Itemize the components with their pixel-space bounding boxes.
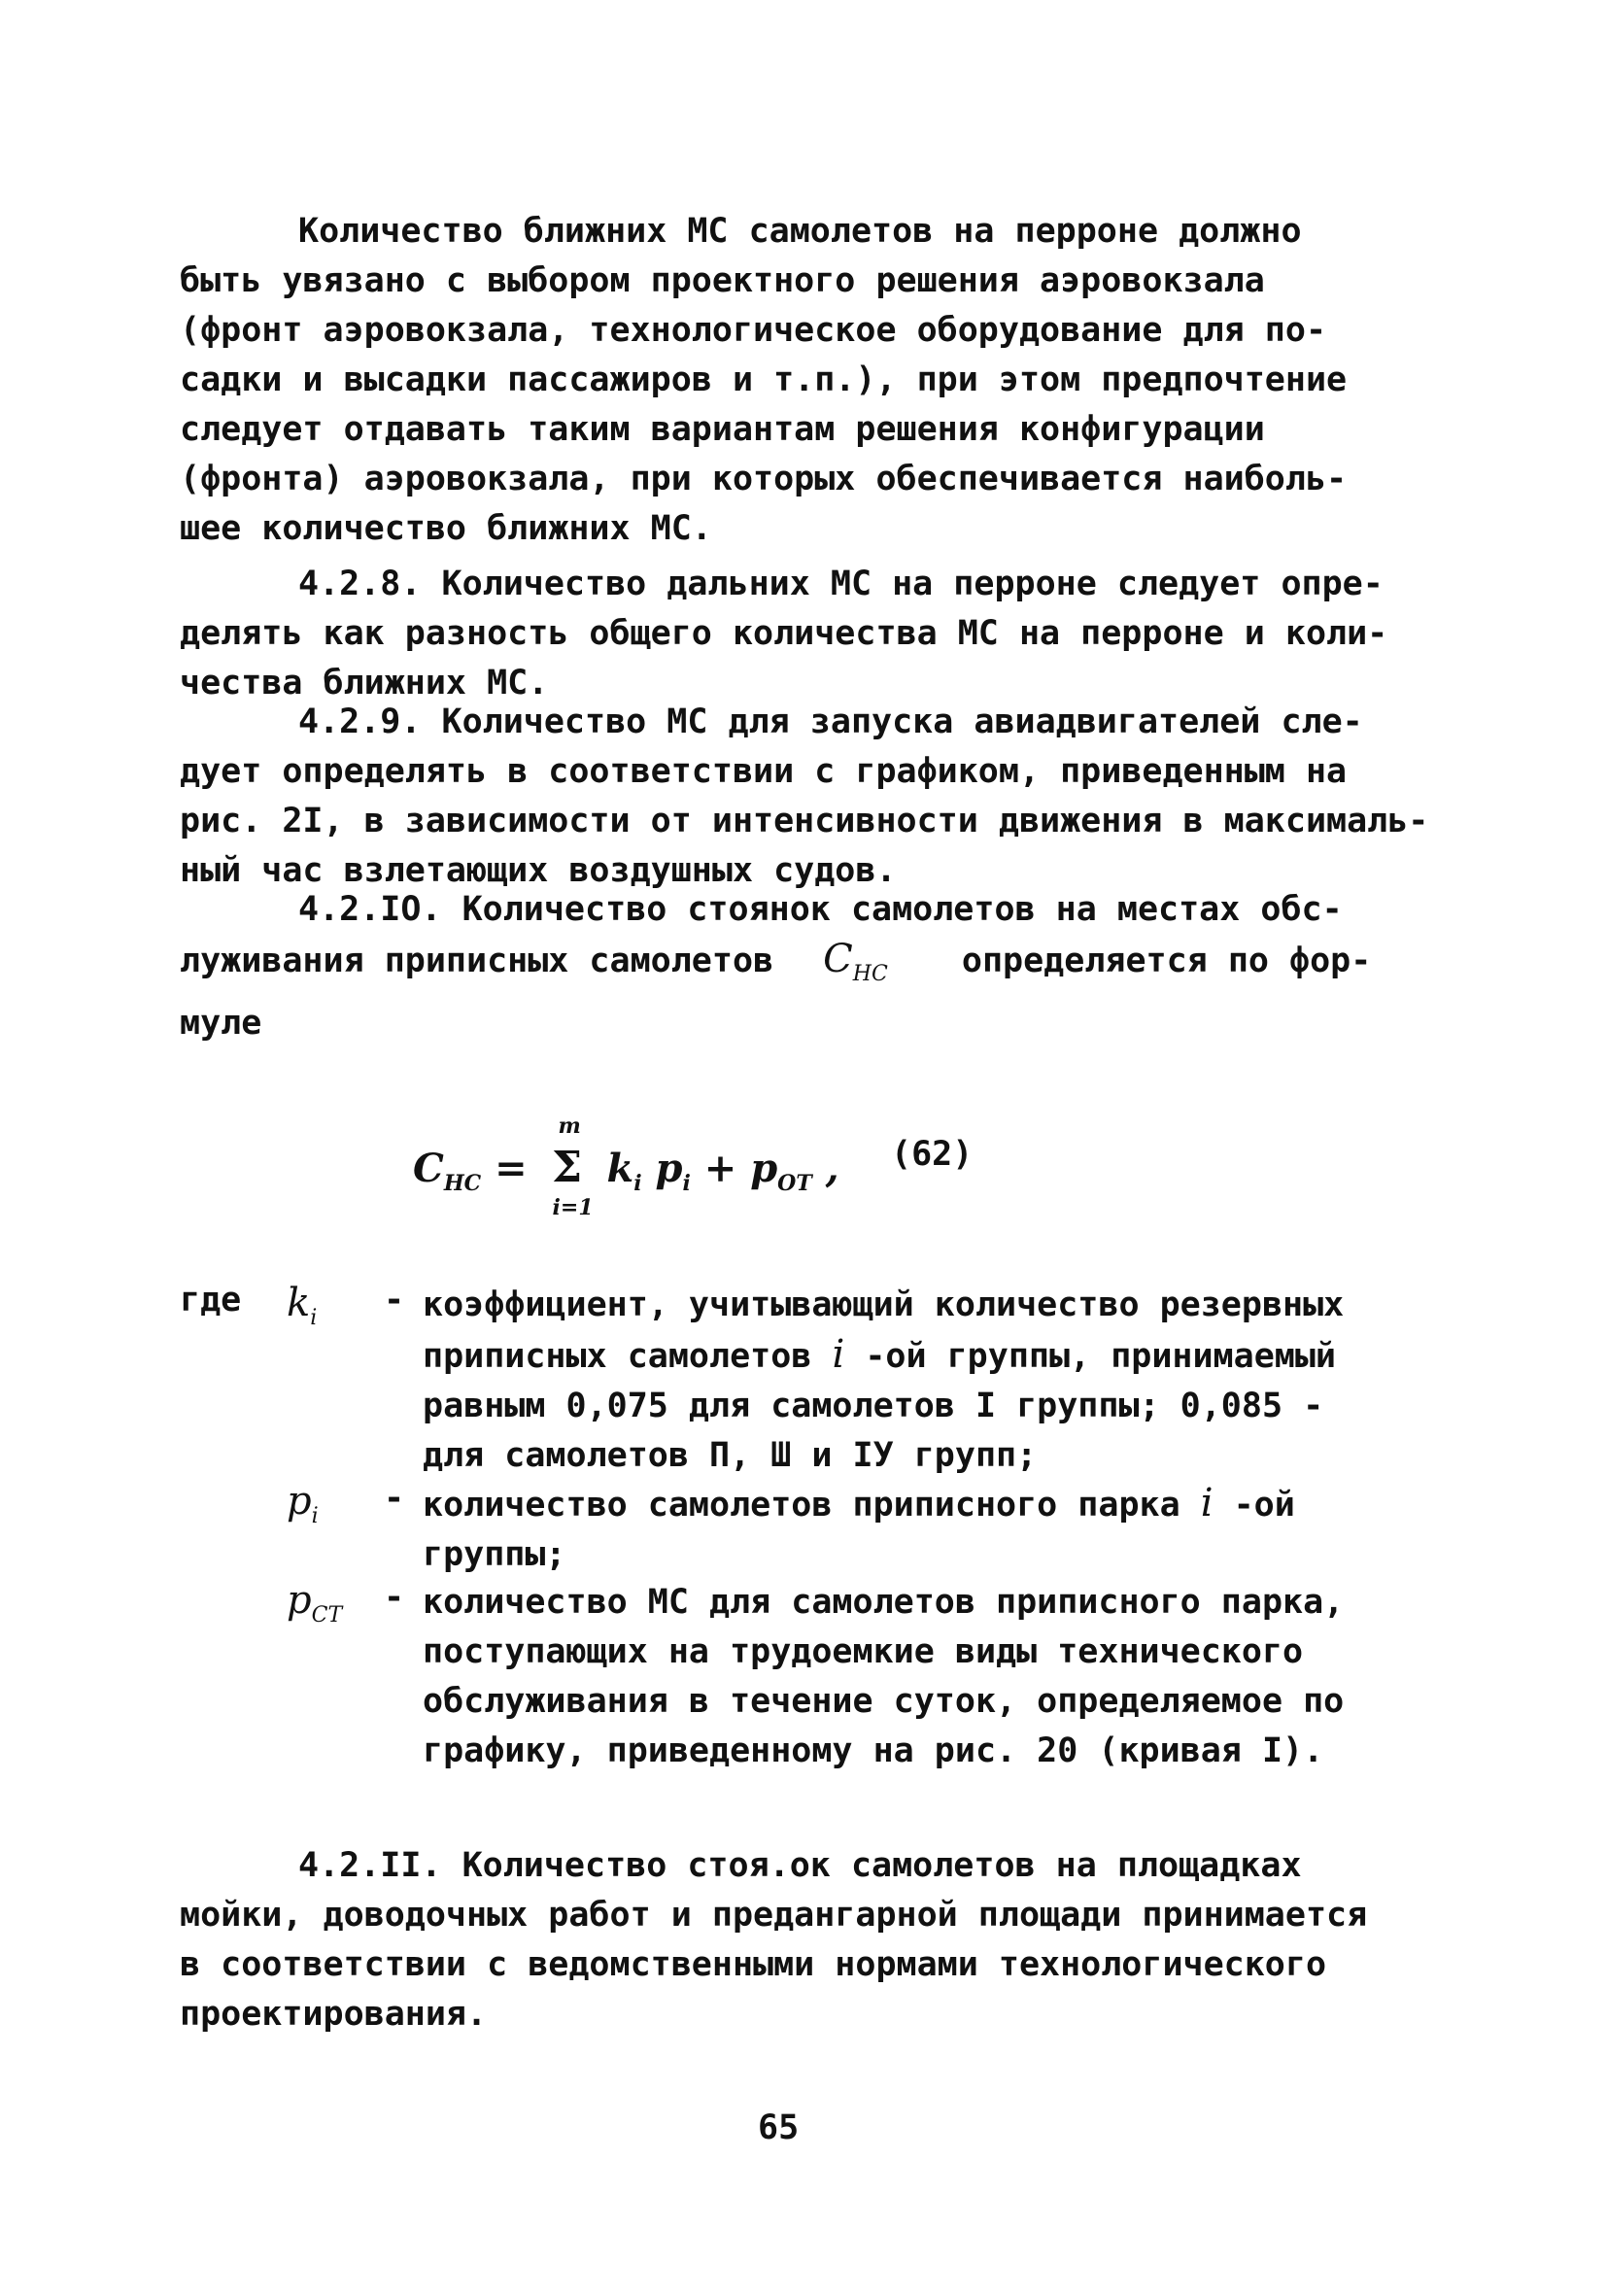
text-fragment: -ой группы, принимаемый [865,1337,1336,1376]
symbol-letter: p [655,1146,683,1191]
text-line: 4.2.9. Количество МС для запуска авиадвигателей сле- [298,703,1363,741]
sum-lower-limit: i=1 [552,1195,594,1220]
symbol-subscript: i [633,1171,642,1196]
text-line: для самолетов П, Ш и IУ групп; [423,1436,1038,1475]
symbol-letter: k [606,1146,634,1191]
text-line: дует определять в соответствии с графиком, приведенным на [180,752,1348,791]
where-label: где [180,1281,242,1319]
definition-text [423,1479,1394,1580]
text-line [180,935,1404,999]
text-line: чества ближних МС. [180,664,549,703]
formula-expression [413,1114,839,1220]
equation-number: (62) [891,1135,974,1174]
text-line: ный час взлетающих воздушных судов. [180,851,897,890]
symbol-subscript: СТ [311,1603,343,1628]
definition-dash: - [384,1578,405,1617]
paragraph-4-2-9 [180,698,1429,896]
text-line: (фронт аэровокзала, технологическое оборудование для по- [180,311,1327,350]
i-symbol: i [832,1332,845,1377]
text-line: следует отдавать таким вариантам решения конфигурации [180,410,1265,449]
text-line: графику, приведенному на рис. 20 (кривая I). [423,1731,1324,1770]
text-line: обслуживания в течение суток, определяемое по [423,1682,1345,1721]
equals-sign: = [495,1146,528,1191]
symbol-subscript: ОТ [777,1171,812,1196]
paragraph-near-stands [180,207,1404,554]
paragraph-4-2-10 [180,885,1404,1048]
text-fragment: -ой [1233,1486,1295,1525]
text-fragment: определяется по фор- [961,942,1372,980]
text-line: группы; [423,1535,566,1574]
text-line: рис. 2I, в зависимости от интенсивности движения в максималь- [180,802,1429,840]
c-nc-symbol [823,937,888,986]
symbol-subscript: i [311,1504,319,1528]
text-line: 4.2.II. Количество стоя.ок самолетов на площадках [298,1846,1302,1885]
text-line: быть увязано с выбором проектного решения аэровокзала [180,261,1265,300]
page-number: 65 [758,2108,800,2147]
symbol-letter: p [287,1578,312,1623]
text-line: шее количество ближних МС. [180,509,712,548]
sum-upper-limit: m [558,1114,581,1139]
text-line: делять как разность общего количества МС на перроне и коли- [180,614,1388,653]
text-line: количество МС для самолетов приписного парка, [423,1583,1345,1622]
text-line: проектирования. [180,1995,488,2034]
text-line: равным 0,075 для самолетов I группы; 0,085 - [423,1387,1324,1425]
paragraph-4-2-8 [180,560,1404,708]
symbol-letter: C [413,1146,444,1191]
sum-symbol [541,1114,594,1220]
definition-text [423,1578,1394,1776]
symbol-letter: C [823,937,853,981]
definition-dash: - [384,1281,405,1319]
text-line: муле [180,1004,262,1043]
symbol-subscript: i [682,1171,691,1196]
symbol-letter: k [287,1281,311,1325]
definition-dash: - [384,1479,405,1518]
symbol-subscript: НС [852,962,888,986]
paragraph-4-2-11 [180,1841,1404,2039]
text-line [423,1330,1394,1382]
text-line: в соответствии с ведомственными нормами технологического [180,1945,1327,1984]
p-st-symbol [287,1578,342,1628]
plus-sign: + [703,1146,737,1191]
text-line: поступающих на трудоемкие виды технического [423,1632,1304,1671]
p-symbol [287,1479,319,1528]
i-symbol: i [1200,1481,1214,1525]
text-line: садки и высадки пассажиров и т.п.), при этом предпочтение [180,360,1348,399]
text-line: 4.2.8. Количество дальних МС на перроне следует опре- [298,565,1384,603]
definition-text [423,1281,1394,1481]
text-line: (фронта) аэровокзала, при которых обеспечивается наиболь- [180,460,1348,498]
sum-sign: Σ [551,1143,583,1192]
trailing-comma: , [825,1146,839,1191]
text-line: 4.2.IO. Количество стоянок самолетов на местах обс- [298,890,1343,929]
text-fragment: количество самолетов приписного парка [423,1486,1180,1525]
text-fragment: приписных самолетов [423,1337,812,1376]
text-line: мойки, доводочных работ и предангарной площади принимается [180,1896,1368,1935]
text-fragment: луживания приписных самолетов [180,942,774,980]
symbol-subscript: НС [443,1171,482,1196]
text-line: коэффициент, учитывающий количество резервных [423,1285,1345,1324]
symbol-letter: p [287,1479,312,1524]
symbol-subscript: i [310,1306,318,1330]
k-symbol [287,1281,317,1330]
text-line: Количество ближних МС самолетов на перроне должно [298,212,1302,251]
symbol-letter: p [750,1146,778,1191]
text-line [423,1479,1394,1530]
